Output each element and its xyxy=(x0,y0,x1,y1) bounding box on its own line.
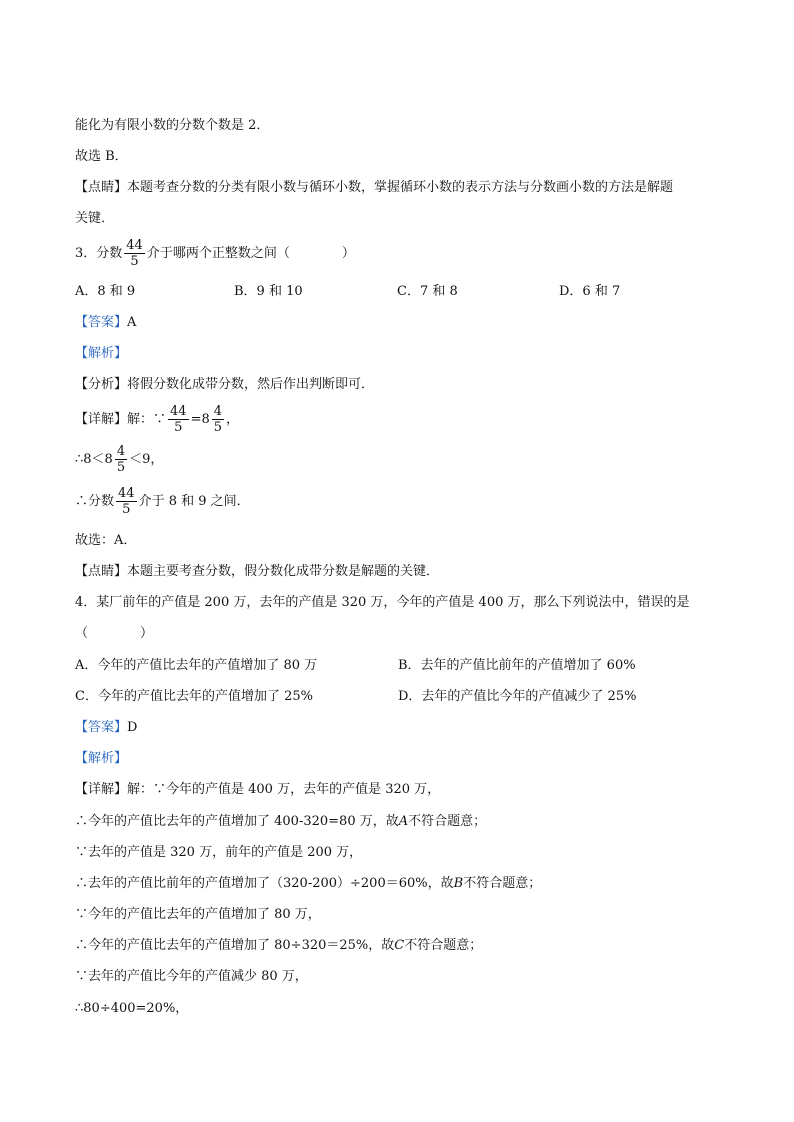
detail-line xyxy=(75,936,754,956)
analysis-tag: 【解析】 xyxy=(75,346,128,361)
inequality-prefix: ∴8＜8 xyxy=(75,452,113,467)
detail-line xyxy=(75,812,754,832)
detail-line xyxy=(75,874,754,894)
answer-value: D xyxy=(127,720,138,735)
inequality-line xyxy=(75,442,754,478)
question-3-stem xyxy=(75,236,754,272)
detail-text: ∴今年的产值比去年的产值增加了 400-320=80 万，故 xyxy=(75,814,399,829)
question-prefix: 3．分数 xyxy=(75,246,123,261)
text-line: 关键． xyxy=(75,211,115,226)
note-line: 【点睛】本题主要考查分数，假分数化成带分数是解题的关键． xyxy=(75,564,440,579)
option-letter: C xyxy=(394,938,405,953)
option-a[interactable]: A．今年的产值比去年的产值增加了 80 万 xyxy=(75,658,318,673)
fraction-denominator: 5 xyxy=(116,460,126,475)
detail-text: 不符合题意； xyxy=(408,814,487,829)
conclusion-line xyxy=(75,484,754,520)
fraction-numerator: 44 xyxy=(118,486,135,501)
detail-end: ， xyxy=(226,412,240,427)
answer-line xyxy=(75,718,754,738)
option-b[interactable]: B．9 和 10 xyxy=(234,284,303,299)
detail-prefix: 【详解】解：∵ xyxy=(75,412,167,427)
analysis-line: 【分析】将假分数化成带分数，然后作出判断即可． xyxy=(75,377,375,392)
detail-text: ∴去年的产值比前年的产值增加了（320-200）÷200＝60%，故 xyxy=(75,876,454,891)
question-suffix: 介于哪两个正整数之间（ ） xyxy=(146,246,355,261)
answer-value: A xyxy=(127,315,137,330)
fraction-numerator: 4 xyxy=(213,404,223,419)
detail-text: 不符合题意； xyxy=(463,876,542,891)
fraction-numerator: 44 xyxy=(170,404,187,419)
option-d[interactable]: D．去年的产值比今年的产值减少了 25% xyxy=(398,689,637,704)
option-c[interactable]: C．今年的产值比去年的产值增加了 25% xyxy=(75,689,313,704)
text-line: 能化为有限小数的分数个数是 2． xyxy=(75,118,270,133)
question-4-blank: （ ） xyxy=(75,626,154,641)
detail-line xyxy=(75,402,754,438)
answer-line xyxy=(75,313,754,333)
detail-text: 不符合题意； xyxy=(404,938,483,953)
detail-line: 【详解】解：∵今年的产值是 400 万，去年的产值是 320 万， xyxy=(75,782,441,797)
fraction-numerator: 44 xyxy=(126,238,143,253)
answer-tag: 【答案】 xyxy=(75,720,128,735)
detail-text: ∴今年的产值比去年的产值增加了 80÷320＝25%，故 xyxy=(75,938,395,953)
conclusion-suffix: 介于 8 和 9 之间． xyxy=(138,494,250,509)
mixed-fraction xyxy=(115,444,127,475)
fraction xyxy=(116,486,137,517)
fraction xyxy=(124,238,145,269)
fraction-denominator: 5 xyxy=(174,420,183,435)
detail-line: ∴80÷400=20%， xyxy=(75,1001,189,1016)
fraction-denominator: 5 xyxy=(213,420,223,435)
option-d[interactable]: D．6 和 7 xyxy=(559,284,621,299)
option-letter: B xyxy=(453,876,464,891)
fraction xyxy=(168,404,189,435)
mixed-fraction xyxy=(212,404,224,435)
text-line: 故选 B． xyxy=(75,149,128,164)
fraction-numerator: 4 xyxy=(116,444,126,459)
equals-text: =8 xyxy=(190,412,210,427)
option-b[interactable]: B．去年的产值比前年的产值增加了 60% xyxy=(398,658,636,673)
question-4-stem: 4．某厂前年的产值是 200 万，去年的产值是 320 万，今年的产值是 400 万，那么下列说法中，错误的是 xyxy=(75,595,690,610)
choice-line: 故选：A． xyxy=(75,533,137,548)
conclusion-prefix: ∴分数 xyxy=(75,494,115,509)
option-letter: A xyxy=(398,814,409,829)
answer-tag: 【答案】 xyxy=(75,315,128,330)
option-c[interactable]: C．7 和 8 xyxy=(397,284,458,299)
analysis-tag: 【解析】 xyxy=(75,751,128,766)
fraction-denominator: 5 xyxy=(122,502,131,517)
fraction-denominator: 5 xyxy=(130,254,139,269)
detail-line: ∵去年的产值比今年的产值减少 80 万， xyxy=(75,969,308,984)
detail-line: ∵今年的产值比去年的产值增加了 80 万， xyxy=(75,907,321,922)
detail-line: ∵去年的产值是 320 万，前年的产值是 200 万， xyxy=(75,845,363,860)
note-line: 【点睛】本题考查分数的分类有限小数与循环小数，掌握循环小数的表示方法与分数画小数的方法是解题 xyxy=(75,180,674,195)
option-a[interactable]: A．8 和 9 xyxy=(75,284,136,299)
inequality-suffix: ＜9， xyxy=(129,452,164,467)
